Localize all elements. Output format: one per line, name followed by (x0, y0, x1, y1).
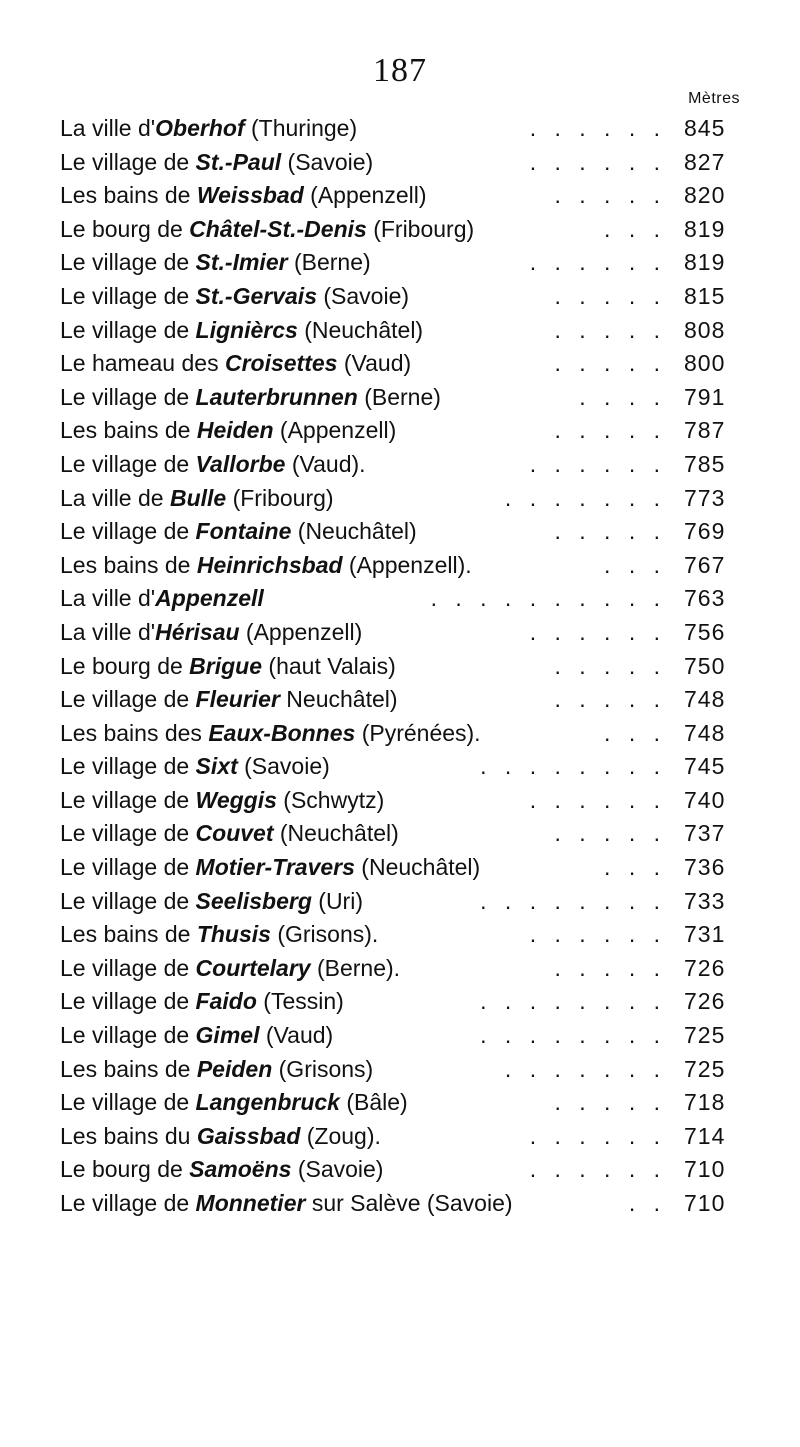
dot-leader: . . . . . . . (504, 1055, 666, 1082)
list-item (60, 750, 746, 784)
place-name: Heiden (196, 417, 274, 444)
altitude-value: 769 (684, 518, 726, 545)
altitude-value: 808 (684, 316, 726, 343)
place-name: Lignièrcs (195, 316, 298, 343)
place-prefix: Le village de (60, 686, 196, 713)
place-name: Couvet (195, 820, 274, 847)
place-label (60, 952, 400, 986)
place-region: (Berne) (357, 383, 441, 410)
altitude-value: 785 (684, 450, 726, 477)
place-region: (haut Valais) (262, 652, 396, 679)
place-label (60, 985, 344, 1019)
altitude-value: 756 (684, 618, 726, 645)
place-prefix: Le bourg de (60, 1156, 190, 1183)
altitude-value: 725 (684, 1022, 726, 1049)
place-region: (Neuchâtel) (297, 316, 424, 343)
place-region: (Appenzell) (273, 417, 397, 444)
place-region: (Tessin) (256, 988, 344, 1015)
place-label (60, 146, 373, 180)
place-prefix: Le village de (60, 148, 196, 175)
place-region: (Uri) (311, 887, 363, 914)
place-label (60, 650, 396, 684)
list-item (60, 347, 746, 381)
place-name: Oberhof (155, 115, 245, 141)
place-label (60, 112, 357, 146)
altitude-value: 710 (684, 1156, 726, 1183)
list-item (60, 1120, 746, 1154)
altitude-value: 819 (684, 215, 726, 242)
place-name: Faido (195, 988, 257, 1015)
place-prefix: La ville de (60, 484, 170, 511)
dot-leader: . . . (604, 551, 666, 578)
place-prefix: Le bourg de (60, 652, 190, 679)
place-region: (Appenzell) (239, 618, 363, 645)
dot-leader: . . . (604, 215, 666, 242)
place-name: Eaux-Bonnes (208, 719, 356, 746)
list-item (60, 314, 746, 348)
place-label (60, 179, 427, 213)
place-name: Fontaine (195, 518, 292, 545)
altitude-value: 800 (684, 350, 726, 377)
dot-leader: . . . . . (554, 518, 666, 545)
place-prefix: Le village de (60, 1022, 196, 1049)
altitude-value: 767 (684, 551, 726, 578)
place-label (60, 750, 330, 784)
dot-leader: . . . . . . . (504, 484, 666, 511)
place-region: (Schwytz) (276, 786, 385, 813)
place-region: (Grisons). (270, 921, 379, 948)
place-name: Gaissbad (196, 1122, 301, 1149)
list-item (60, 1086, 746, 1120)
altitude-value: 791 (684, 383, 726, 410)
place-label (60, 784, 384, 818)
place-prefix: Les bains de (60, 921, 197, 948)
dot-leader: . . . . . . . . . . (430, 585, 666, 612)
list-item (60, 515, 746, 549)
place-prefix: Le village de (60, 854, 196, 881)
list-item (60, 448, 746, 482)
place-label (60, 1187, 513, 1221)
place-prefix: Le village de (60, 753, 196, 780)
list-item (60, 1153, 746, 1187)
altitude-value: 845 (684, 115, 726, 141)
altitude-value: 748 (684, 719, 726, 746)
altitude-value: 725 (684, 1055, 726, 1082)
place-name: Fleurier (195, 686, 280, 713)
place-prefix: Le village de (60, 383, 196, 410)
place-name: Samoëns (189, 1156, 292, 1183)
place-prefix: Les bains de (60, 417, 197, 444)
altitude-value: 748 (684, 686, 726, 713)
list-item (60, 1187, 746, 1221)
dot-leader: . . . . . (554, 686, 666, 713)
place-label (60, 1153, 383, 1187)
place-region: (Thuringe) (244, 115, 358, 141)
place-name: Vallorbe (195, 450, 286, 477)
place-label (60, 448, 366, 482)
place-label (60, 482, 334, 516)
place-name: Courtelary (195, 954, 311, 981)
place-label (60, 246, 371, 280)
place-name: Thusis (196, 921, 271, 948)
altitude-value: 820 (684, 182, 726, 209)
place-region: (Fribourg) (366, 215, 475, 242)
place-region: (Fribourg) (226, 484, 334, 511)
place-prefix: Le village de (60, 518, 196, 545)
dot-leader: . . . (604, 854, 666, 881)
place-region: (Savoie) (291, 1156, 384, 1183)
dot-leader: . . . . . (554, 350, 666, 377)
dot-leader: . . . . . . (529, 115, 666, 141)
place-name: Hérisau (155, 618, 240, 645)
list-item (60, 985, 746, 1019)
list-item (60, 650, 746, 684)
place-name: Sixt (195, 753, 238, 780)
altitude-value: 819 (684, 249, 726, 276)
place-label (60, 616, 362, 650)
place-prefix: Le village de (60, 1089, 196, 1116)
list-item (60, 414, 746, 448)
place-prefix: La ville d' (60, 585, 156, 612)
place-prefix: Les bains de (60, 182, 197, 209)
list-item (60, 851, 746, 885)
altitude-value: 745 (684, 753, 726, 780)
place-region: (Savoie) (317, 282, 410, 309)
place-label (60, 582, 264, 616)
list-item (60, 213, 746, 247)
place-region: (Vaud). (285, 450, 366, 477)
altitude-value: 718 (684, 1089, 726, 1116)
place-label (60, 280, 409, 314)
dot-leader: . . . . . . . . (480, 988, 666, 1015)
altitude-value: 733 (684, 887, 726, 914)
place-label (60, 885, 363, 919)
list-item (60, 683, 746, 717)
list-item (60, 918, 746, 952)
list-item (60, 885, 746, 919)
place-label (60, 347, 411, 381)
place-name: Weggis (195, 786, 277, 813)
altitude-value: 750 (684, 652, 726, 679)
place-region: (Bâle) (339, 1089, 408, 1116)
place-prefix: Le hameau des (60, 350, 225, 377)
place-prefix: Le village de (60, 282, 196, 309)
place-prefix: Le village de (60, 786, 196, 813)
list-item (60, 246, 746, 280)
altitude-value: 787 (684, 417, 726, 444)
place-region: sur Salève (Savoie) (305, 1190, 513, 1216)
altitude-value: 714 (684, 1122, 726, 1149)
altitude-value: 736 (684, 854, 726, 881)
place-name: Motier-Travers (195, 854, 355, 881)
place-name: Appenzell (155, 585, 264, 612)
dot-leader: . . . . . (554, 316, 666, 343)
dot-leader: . . . . . . (529, 921, 666, 948)
altitude-value: 731 (684, 921, 726, 948)
altitude-value: 740 (684, 786, 726, 813)
place-region: (Berne). (310, 954, 401, 981)
place-label (60, 1086, 408, 1120)
place-label (60, 515, 417, 549)
place-name: Monnetier (195, 1190, 306, 1216)
altitude-value: 763 (684, 585, 726, 612)
place-name: Brigue (189, 652, 263, 679)
place-region: Neuchâtel) (279, 686, 398, 713)
altitude-value: 737 (684, 820, 726, 847)
list-item (60, 784, 746, 818)
dot-leader: . . . . . (554, 652, 666, 679)
page-number: 187 (373, 52, 427, 89)
place-prefix: Le village de (60, 450, 196, 477)
dot-leader: . . (628, 1190, 666, 1216)
place-prefix: Le village de (60, 887, 196, 914)
altitude-list (60, 112, 746, 1221)
dot-leader: . . . . . . (529, 249, 666, 276)
place-label (60, 1019, 333, 1053)
list-item (60, 112, 746, 146)
altitude-value: 773 (684, 484, 726, 511)
place-label (60, 213, 474, 247)
place-prefix: Le village de (60, 820, 196, 847)
place-label (60, 918, 378, 952)
altitude-value: 815 (684, 282, 726, 309)
list-item (60, 280, 746, 314)
list-item (60, 482, 746, 516)
place-name: St.-Paul (195, 148, 282, 175)
list-item (60, 582, 746, 616)
list-item (60, 817, 746, 851)
place-prefix: La ville d' (60, 115, 156, 141)
altitude-value: 710 (684, 1190, 726, 1216)
place-label (60, 1053, 373, 1087)
altitude-value: 726 (684, 988, 726, 1015)
dot-leader: . . . . . (554, 182, 666, 209)
place-region: (Grisons) (272, 1055, 374, 1082)
dot-leader: . . . . . (554, 954, 666, 981)
place-label (60, 683, 398, 717)
place-name: St.-Gervais (195, 282, 317, 309)
place-name: Langenbruck (195, 1089, 340, 1116)
place-name: Gimel (195, 1022, 260, 1049)
place-label (60, 414, 396, 448)
place-region: (Neuchâtel) (273, 820, 399, 847)
dot-leader: . . . . . (554, 417, 666, 444)
dot-leader: . . . . . . (529, 618, 666, 645)
dot-leader: . . . . . . (529, 1122, 666, 1149)
altitude-value: 726 (684, 954, 726, 981)
list-item (60, 717, 746, 751)
place-region: (Vaud) (337, 350, 412, 377)
place-name: St.-Imier (195, 249, 288, 276)
place-label (60, 817, 399, 851)
place-region: (Berne) (287, 249, 371, 276)
dot-leader: . . . . . . . . (480, 753, 666, 780)
place-region: (Pyrénées). (355, 719, 481, 746)
place-region: (Zoug). (300, 1122, 381, 1149)
altitude-value: 827 (684, 148, 726, 175)
place-name: Seelisberg (195, 887, 312, 914)
place-prefix: Les bains de (60, 1055, 197, 1082)
place-prefix: Les bains du (60, 1122, 197, 1149)
place-label (60, 381, 441, 415)
place-region: (Appenzell). (342, 551, 472, 578)
dot-leader: . . . . . (554, 282, 666, 309)
dot-leader: . . . . . (554, 820, 666, 847)
place-prefix: Le village de (60, 249, 196, 276)
place-label (60, 1120, 381, 1154)
place-label (60, 717, 481, 751)
dot-leader: . . . . . . (529, 786, 666, 813)
dot-leader: . . . (604, 719, 666, 746)
place-prefix: Le village de (60, 1190, 196, 1216)
place-prefix: Le bourg de (60, 215, 190, 242)
place-label (60, 314, 423, 348)
place-region: (Vaud) (259, 1022, 334, 1049)
unit-header: Mètres (688, 90, 740, 107)
place-name: Croisettes (224, 350, 338, 377)
place-name: Heinrichsbad (196, 551, 343, 578)
dot-leader: . . . . . . . . (480, 887, 666, 914)
place-prefix: La ville d' (60, 618, 156, 645)
dot-leader: . . . . . . . . (480, 1022, 666, 1049)
dot-leader: . . . . . . (529, 450, 666, 477)
place-name: Bulle (169, 484, 227, 511)
list-item (60, 1019, 746, 1053)
dot-leader: . . . . (579, 383, 666, 410)
dot-leader: . . . . . (554, 1089, 666, 1116)
place-region: (Savoie) (237, 753, 330, 780)
list-item (60, 146, 746, 180)
place-name: Peiden (196, 1055, 273, 1082)
place-prefix: Le village de (60, 954, 196, 981)
place-region: (Savoie) (281, 148, 374, 175)
place-region: (Neuchâtel) (354, 854, 481, 881)
place-label (60, 549, 472, 583)
list-item (60, 952, 746, 986)
place-prefix: Le village de (60, 316, 196, 343)
place-name: Châtel-St.-Denis (189, 215, 367, 242)
place-prefix: Les bains des (60, 719, 209, 746)
place-name: Weissbad (196, 182, 304, 209)
list-item (60, 381, 746, 415)
place-region: (Neuchâtel) (291, 518, 417, 545)
place-label (60, 851, 480, 885)
list-item (60, 1053, 746, 1087)
place-prefix: Le village de (60, 988, 196, 1015)
dot-leader: . . . . . . (529, 1156, 666, 1183)
dot-leader: . . . . . . (529, 148, 666, 175)
list-item (60, 549, 746, 583)
place-region: (Appenzell) (303, 182, 427, 209)
place-name: Lauterbrunnen (195, 383, 358, 410)
list-item (60, 179, 746, 213)
place-prefix: Les bains de (60, 551, 197, 578)
list-item (60, 616, 746, 650)
